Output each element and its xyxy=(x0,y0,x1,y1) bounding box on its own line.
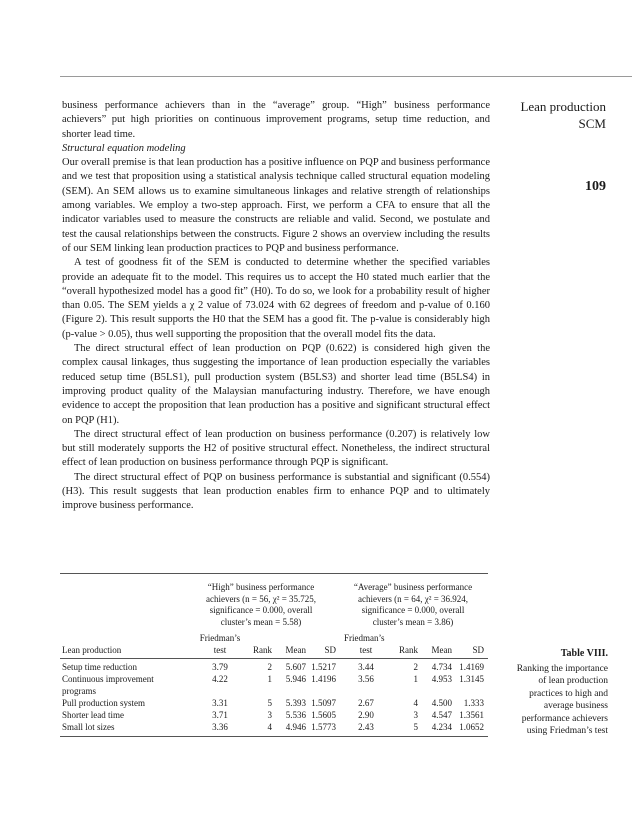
table-cell: 3.36 xyxy=(212,722,228,732)
table-cell: 5.946 xyxy=(285,674,306,684)
table-cell: 5 xyxy=(413,722,418,732)
paragraph-3: A test of goodness fit of the SEM is conducted to determine whether the specified variables provide an adequate fit to the model. This requires us to accept the H0 stated much earlier that the “overall hypothesized model has a good fit” (H0). To do so, we look for a probability result of higher than 0.05. The SEM yields a χ 2 value of 73.024 with 62 degrees of freedom and p-value of 0.160 (Figure 2). This result supports the H0 that the SEM has a good fit. The p-value is considerably high (p-value > 0.05), thus well supporting the proposition that the overall model fits the data. xyxy=(62,257,490,340)
table-cell: 3.44 xyxy=(358,662,374,672)
table-cell: 5.607 xyxy=(285,662,306,672)
table-cell: 1.0652 xyxy=(459,722,484,732)
journal-title-line-2: SCM xyxy=(578,116,606,131)
table-caption-line: practices to high and xyxy=(529,688,608,699)
paragraph-6: The direct structural effect of PQP on business performance is substantial and significant (0.554) (H3). This result suggests that lean production enables firm to enhance PQP and to ultimately improve business performance. xyxy=(62,471,490,512)
paragraph-4: The direct structural effect of lean production on PQP (0.622) is considered high given the complex causal linkages, thus suggesting the importance of lean production especially the variables reduced setup time (B5LS1), pull production system (B5LS3) and shorter lead time (B5LS4) in improving product quality of the Malaysian manufacturing industry. Therefore, we have enough evidence to accept the proposition that lean production has a positive and significant structural effect on PQP (H1). xyxy=(62,343,490,426)
column-header-label: Lean production xyxy=(62,645,122,655)
table-row-label: Setup time reduction xyxy=(62,662,137,672)
table-cell: 5 xyxy=(267,698,272,708)
table-cell: 4.22 xyxy=(212,674,228,684)
table-cell: 2.67 xyxy=(358,698,374,708)
table-top-rule xyxy=(60,573,488,574)
table-cell: 3 xyxy=(267,710,272,720)
table-cell: 2 xyxy=(413,662,418,672)
column-header-sd-average: SD xyxy=(472,645,484,655)
column-header-mean-average: Mean xyxy=(431,645,452,655)
column-header-mean-high: Mean xyxy=(285,645,306,655)
table-cell: 4.234 xyxy=(431,722,452,732)
table-cell: 5.536 xyxy=(285,710,306,720)
table-cell: 1.4196 xyxy=(311,674,336,684)
page-number: 109 xyxy=(585,179,606,194)
table-caption xyxy=(498,648,608,738)
paragraph-5: The direct structural effect of lean production on business performance (0.207) is relatively low but still moderately supports the H2 of positive structural effect. Nonetheless, the indirect structural effect of lean production on business performance through PQP is significant. xyxy=(62,428,490,469)
table-cell: 1 xyxy=(413,674,418,684)
table-cell: 3.31 xyxy=(212,698,228,708)
table-cell: 1.3145 xyxy=(459,674,484,684)
table-cell: 3 xyxy=(413,710,418,720)
table-cell: 1.5605 xyxy=(311,710,336,720)
group-header-high: “High” business performance achievers (n = 56, χ² = 35.725, significance = 0.000, overall cluster’s mean = 5.58) xyxy=(205,582,317,627)
table-cell: 5.393 xyxy=(285,698,306,708)
table-row-label: Continuous improvement programs xyxy=(62,674,154,696)
section-heading: Structural equation modeling xyxy=(62,142,186,154)
paragraph-1: business performance achievers than in the “average” group. “High” business performance achievers” put high priorities on continuous improvement programs, setup time reduction, and shorter lead time. xyxy=(62,100,490,140)
table-cell: 1.5097 xyxy=(311,698,336,708)
table-cell: 4.946 xyxy=(285,722,306,732)
table-bottom-rule xyxy=(60,736,488,737)
column-header-sd-high: SD xyxy=(324,645,336,655)
table-cell: 1.3561 xyxy=(459,710,484,720)
table-caption-title: Table VIII. xyxy=(560,648,608,659)
table-caption-line: Ranking the importance xyxy=(516,663,608,674)
table-cell: 4.734 xyxy=(431,662,452,672)
table-cell: 4.547 xyxy=(431,710,452,720)
table-cell: 3.79 xyxy=(212,662,228,672)
table-cell: 4.500 xyxy=(431,698,452,708)
table-caption-line: using Friedman’s test xyxy=(526,726,608,736)
table-cell: 4 xyxy=(267,722,272,732)
table-cell: 1.333 xyxy=(463,698,484,708)
table-cell: 3.71 xyxy=(212,710,228,720)
table-cell: 1 xyxy=(267,674,272,684)
header-rule xyxy=(60,76,632,77)
table-header-rule xyxy=(60,658,488,659)
table-row-label: Shorter lead time xyxy=(62,710,124,720)
table-cell: 1.4169 xyxy=(459,662,484,672)
column-header-rank-high: Rank xyxy=(253,645,272,655)
paragraph-2: Our overall premise is that lean production has a positive influence on PQP and business performance and we test that proposition using a statistical analysis technique called structural equation modeling (SEM). An SEM allows us to examine simultaneous linkages and relative strength of relationships among variables. We employ a two-step approach. First, we perform a CFA to ensure that all the indicator variables used to measure the constructs are reliable and valid. Second, we postulate and test the causal relationships between the constructs. Figure 2 shows an overview including the results of our SEM linking lean production practices to PQP and business performance. xyxy=(62,157,490,254)
table-row-label: Pull production system xyxy=(62,698,145,708)
running-header xyxy=(498,98,606,132)
column-header-rank-average: Rank xyxy=(399,645,418,655)
column-header-friedman-high: Friedman’s test xyxy=(199,633,241,655)
table-cell: 2.43 xyxy=(358,722,374,732)
body-text xyxy=(62,99,490,514)
table-cell: 4 xyxy=(413,698,418,708)
table-cell: 3.56 xyxy=(358,674,374,684)
table-cell: 4.953 xyxy=(431,674,452,684)
group-header-average: “Average” business performance achievers (n = 64, χ² = 36.924, significance = 0.000, overall cluster’s mean = 3.86) xyxy=(353,582,473,627)
table-cell: 2 xyxy=(267,662,272,672)
table-caption-line: average business xyxy=(543,701,608,711)
journal-title-line-1: Lean production xyxy=(520,99,606,114)
table-cell: 1.5773 xyxy=(311,722,336,732)
table-cell: 1.5217 xyxy=(311,662,336,672)
column-header-friedman-average: Friedman’s test xyxy=(344,633,385,655)
table-row-label: Small lot sizes xyxy=(62,722,115,732)
table-caption-line: performance achievers xyxy=(521,713,608,724)
table-caption-line: of lean production xyxy=(538,676,608,686)
table-cell: 2.90 xyxy=(358,710,374,720)
